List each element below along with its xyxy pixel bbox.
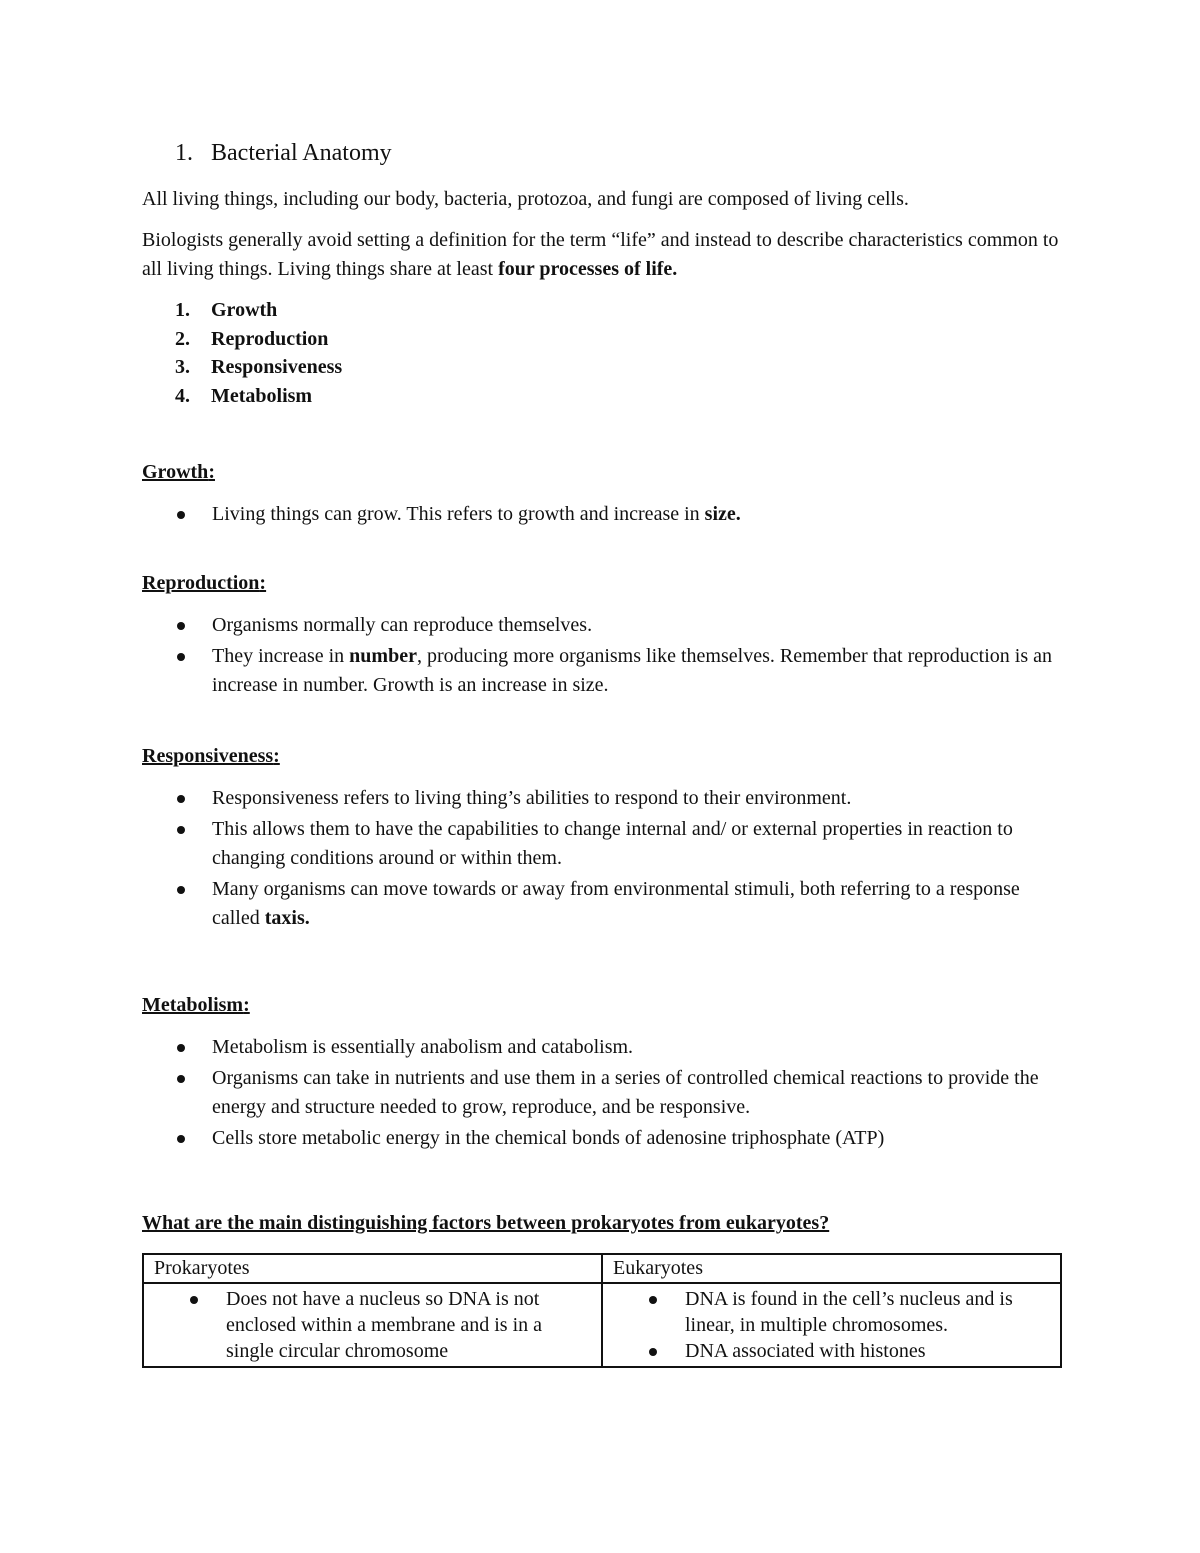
metabolism-heading-text: Metabolism	[142, 994, 244, 1016]
table-header-prokaryotes: Prokaryotes	[143, 1254, 602, 1283]
process-item	[142, 296, 1062, 325]
process-label: Responsiveness	[211, 356, 343, 378]
list-item: Organisms normally can reproduce themselves.	[142, 611, 1062, 640]
responsiveness-bullets	[142, 784, 1062, 933]
table-header-eukaryotes: Eukaryotes	[602, 1254, 1061, 1283]
reproduction-bullets	[142, 611, 1062, 700]
intro-paragraph-1: All living things, including our body, bacteria, protozoa, and fungi are composed of living cells.	[142, 188, 909, 210]
bullet-emphasis: size.	[704, 503, 741, 525]
process-item	[142, 325, 1062, 354]
process-number: 4.	[175, 384, 190, 407]
bullet-text: They increase in	[212, 645, 350, 667]
table-header-row	[143, 1254, 1061, 1283]
process-item	[142, 382, 1062, 411]
intro-paragraph-2-emphasis: four processes of life.	[498, 258, 678, 280]
list-item: DNA associated with histones	[613, 1338, 1050, 1364]
intro-paragraph-2-text: Biologists generally avoid setting a definition for the term “life” and instead to describe characteristics common to all living things. Living things share at least	[142, 229, 1059, 280]
process-label: Reproduction	[211, 327, 329, 350]
list-item: Organisms can take in nutrients and use them in a series of controlled chemical reactions to provide the energy and structure needed to grow, reproduce, and be responsive.	[142, 1064, 1062, 1122]
reproduction-section	[142, 569, 1062, 700]
growth-heading-text: Growth	[142, 461, 209, 483]
processes-list	[142, 296, 1062, 410]
comparison-question: What are the main distinguishing factors between prokaryotes from eukaryotes?	[142, 1212, 830, 1234]
list-item: Cells store metabolic energy in the chemical bonds of adenosine triphosphate (ATP)	[142, 1124, 1062, 1153]
bullet-emphasis: number	[349, 645, 417, 667]
bullet-text: Living things can grow. This refers to growth and increase in	[212, 503, 705, 525]
section-title-text: Bacterial Anatomy	[211, 140, 392, 166]
growth-heading: Growth:	[142, 461, 215, 483]
list-item	[142, 875, 1062, 933]
prokaryotes-cell	[143, 1283, 602, 1367]
growth-section	[142, 458, 1062, 529]
list-item: This allows them to have the capabilities to change internal and/ or external properties in reaction to changing conditions around or within them.	[142, 815, 1062, 873]
metabolism-heading: Metabolism:	[142, 994, 250, 1016]
bullet-emphasis: taxis.	[264, 907, 310, 929]
reproduction-heading-text: Reproduction	[142, 572, 260, 594]
process-number: 2.	[175, 327, 190, 350]
metabolism-section	[142, 991, 1062, 1153]
reproduction-heading: Reproduction:	[142, 572, 267, 594]
metabolism-bullets	[142, 1033, 1062, 1153]
responsiveness-heading: Responsiveness:	[142, 745, 280, 767]
responsiveness-heading-text: Responsiveness	[142, 745, 274, 767]
document-body	[142, 140, 1062, 1368]
list-item	[142, 642, 1062, 700]
process-number: 3.	[175, 356, 190, 378]
list-item: Does not have a nucleus so DNA is not enclosed within a membrane and is in a single circular chromosome	[154, 1286, 591, 1364]
list-item: Responsiveness refers to living thing’s abilities to respond to their environment.	[142, 784, 1062, 813]
comparison-table	[142, 1253, 1062, 1368]
section-number: 1.	[175, 140, 193, 166]
list-item: DNA is found in the cell’s nucleus and is linear, in multiple chromosomes.	[613, 1286, 1050, 1338]
section-title	[142, 140, 1062, 167]
process-label: Growth	[211, 299, 278, 321]
process-item	[142, 353, 1062, 382]
intro-paragraph-2	[142, 226, 1062, 284]
responsiveness-section	[142, 742, 1062, 933]
process-number: 1.	[175, 299, 190, 321]
bullet-text: , producing more organisms like themselves. Remember that reproduction is an increase in number. Growth is an increase in size.	[212, 645, 1053, 696]
eukaryotes-cell	[602, 1283, 1061, 1367]
growth-bullets	[142, 500, 1062, 529]
bullet-text: Many organisms can move towards or away from environmental stimuli, both referring to a response called	[212, 878, 1020, 929]
list-item	[142, 500, 1062, 529]
list-item: Metabolism is essentially anabolism and catabolism.	[142, 1033, 1062, 1062]
table-row	[143, 1283, 1061, 1367]
process-label: Metabolism	[211, 384, 313, 407]
